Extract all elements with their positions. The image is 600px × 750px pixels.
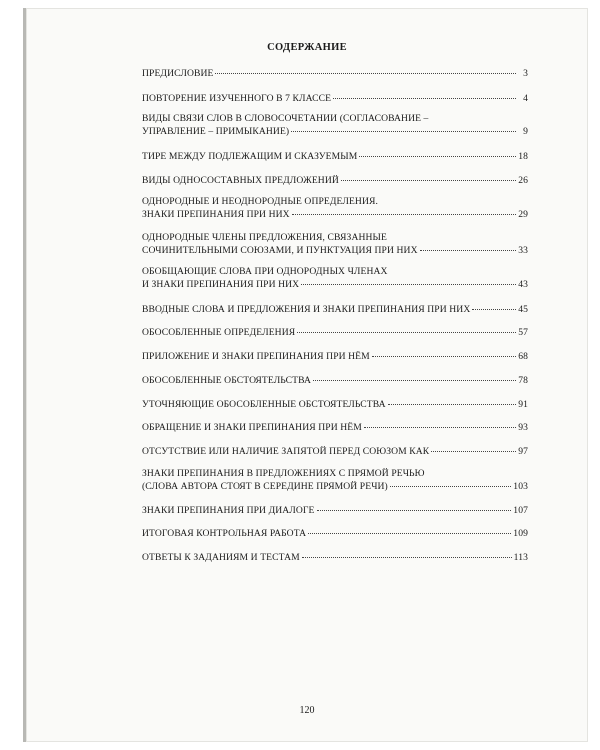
dot-leader	[420, 250, 516, 251]
toc-entry-page: 26	[518, 175, 528, 186]
toc-entry-page: 93	[518, 422, 528, 433]
toc-entry-title-line: ОБОБЩАЮЩИЕ СЛОВА ПРИ ОДНОРОДНЫХ ЧЛЕНАХ	[142, 266, 388, 277]
toc-entry-page: 68	[518, 351, 528, 362]
toc-entry-title-line: УПРАВЛЕНИЕ – ПРИМЫКАНИЕ)	[142, 126, 290, 137]
toc-entry-page: 103	[513, 481, 528, 492]
toc-entry-title-line: ВИДЫ ОДНОСОСТАВНЫХ ПРЕДЛОЖЕНИЙ	[142, 175, 339, 186]
dot-leader	[301, 284, 516, 285]
dot-leader	[431, 451, 516, 452]
toc-entry-page: 78	[518, 375, 528, 386]
toc-entry-title-line: ВВОДНЫЕ СЛОВА И ПРЕДЛОЖЕНИЯ И ЗНАКИ ПРЕПИНАНИЯ ПРИ НИХ	[142, 304, 471, 315]
dot-leader	[313, 380, 516, 381]
dot-leader	[390, 486, 511, 487]
toc-entry	[142, 195, 528, 221]
dot-leader	[292, 214, 516, 215]
dot-leader	[472, 309, 516, 310]
toc-entry	[142, 398, 528, 411]
toc-entry	[142, 174, 528, 187]
toc-entry-page: 91	[518, 399, 528, 410]
toc-heading: СОДЕРЖАНИЕ	[267, 42, 347, 53]
toc-entry-title-line: ОТВЕТЫ К ЗАДАНИЯМ И ТЕСТАМ	[142, 552, 300, 563]
toc-entry	[142, 504, 528, 517]
book-page	[23, 8, 588, 742]
toc-entry	[142, 326, 528, 339]
toc-entry-page: 4	[523, 93, 528, 104]
dot-leader	[372, 356, 516, 357]
toc-entry-title-line: УТОЧНЯЮЩИЕ ОБОСОБЛЕННЫЕ ОБСТОЯТЕЛЬСТВА	[142, 399, 386, 410]
dot-leader	[317, 510, 512, 511]
toc-entry-title-line: ОДНОРОДНЫЕ И НЕОДНОРОДНЫЕ ОПРЕДЕЛЕНИЯ.	[142, 196, 378, 207]
toc-entry	[142, 92, 528, 105]
toc-entry-page: 9	[523, 126, 528, 137]
dot-leader	[359, 156, 516, 157]
dot-leader	[388, 404, 516, 405]
toc-entry-page: 3	[523, 68, 528, 79]
toc-entry	[142, 303, 528, 316]
toc-entry	[142, 467, 528, 493]
toc-entry-title-line: И ЗНАКИ ПРЕПИНАНИЯ ПРИ НИХ	[142, 279, 300, 290]
toc-entry-title-line: ВИДЫ СВЯЗИ СЛОВ В СЛОВОСОЧЕТАНИИ (СОГЛАСОВАНИЕ –	[142, 113, 429, 124]
dot-leader	[341, 180, 516, 181]
toc-entry	[142, 421, 528, 434]
toc-entry-title-line: ОБОСОБЛЕННЫЕ ОПРЕДЕЛЕНИЯ	[142, 327, 296, 338]
dot-leader	[308, 533, 511, 534]
dot-leader	[291, 131, 516, 132]
page-number: 120	[299, 705, 315, 716]
toc-entry-page: 33	[518, 245, 528, 256]
toc-entry	[142, 445, 528, 458]
toc-entry	[142, 374, 528, 387]
toc-entry	[142, 231, 528, 257]
dot-leader	[364, 427, 516, 428]
toc-entry	[142, 150, 528, 163]
toc-entry-page: 57	[518, 327, 528, 338]
toc-entry-title-line: ЗНАКИ ПРЕПИНАНИЯ ПРИ НИХ	[142, 209, 290, 220]
toc-entry-title-line: (СЛОВА АВТОРА СТОЯТ В СЕРЕДИНЕ ПРЯМОЙ РЕЧИ)	[142, 481, 388, 492]
toc-entry-title-line: ОБОСОБЛЕННЫЕ ОБСТОЯТЕЛЬСТВА	[142, 375, 312, 386]
dot-leader	[333, 98, 516, 99]
toc-entry-page: 43	[518, 279, 528, 290]
toc-entry-page: 107	[513, 505, 528, 516]
toc-entry-title-line: ОДНОРОДНЫЕ ЧЛЕНЫ ПРЕДЛОЖЕНИЯ, СВЯЗАННЫЕ	[142, 232, 387, 243]
toc-entry	[142, 112, 528, 138]
toc-entry-title-line: ПРЕДИСЛОВИЕ	[142, 68, 214, 79]
toc-entry-title-line: СОЧИНИТЕЛЬНЫМИ СОЮЗАМИ, И ПУНКТУАЦИЯ ПРИ НИХ	[142, 245, 418, 256]
toc-entry	[142, 265, 528, 291]
toc-entry	[142, 551, 528, 564]
toc-entry-page: 97	[518, 446, 528, 457]
toc-entry	[142, 350, 528, 363]
toc-entry	[142, 527, 528, 540]
toc-entry-page: 29	[518, 209, 528, 220]
dot-leader	[215, 73, 516, 74]
toc-entry-title-line: ПРИЛОЖЕНИЕ И ЗНАКИ ПРЕПИНАНИЯ ПРИ НЁМ	[142, 351, 370, 362]
toc-entry-title-line: ЗНАКИ ПРЕПИНАНИЯ В ПРЕДЛОЖЕНИЯХ С ПРЯМОЙ РЕЧЬЮ	[142, 468, 425, 479]
dot-leader	[302, 557, 512, 558]
toc-entry-title-line: ОБРАЩЕНИЕ И ЗНАКИ ПРЕПИНАНИЯ ПРИ НЁМ	[142, 422, 362, 433]
toc-entry-page: 113	[513, 552, 528, 563]
toc-entry-title-line: ТИРЕ МЕЖДУ ПОДЛЕЖАЩИМ И СКАЗУЕМЫМ	[142, 151, 358, 162]
toc-entry-title-line: ОТСУТСТВИЕ ИЛИ НАЛИЧИЕ ЗАПЯТОЙ ПЕРЕД СОЮЗОМ КАК	[142, 446, 430, 457]
toc-entry-page: 109	[513, 528, 528, 539]
dot-leader	[297, 332, 516, 333]
toc-entry	[142, 67, 528, 80]
toc-entry-title-line: ИТОГОВАЯ КОНТРОЛЬНАЯ РАБОТА	[142, 528, 307, 539]
toc-entry-page: 45	[518, 304, 528, 315]
toc-entry-page: 18	[518, 151, 528, 162]
toc-entry-title-line: ЗНАКИ ПРЕПИНАНИЯ ПРИ ДИАЛОГЕ	[142, 505, 315, 516]
toc-entry-title-line: ПОВТОРЕНИЕ ИЗУЧЕННОГО В 7 КЛАССЕ	[142, 93, 332, 104]
